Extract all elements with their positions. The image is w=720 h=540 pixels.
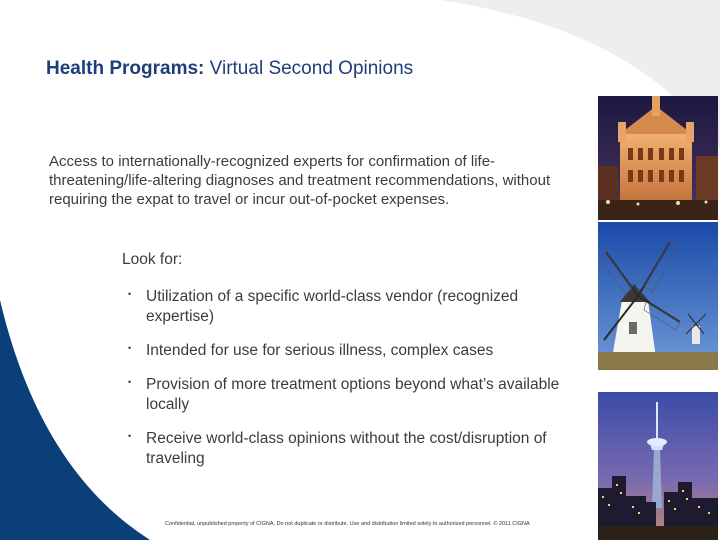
bullet-text: Receive world-class opinions without the cost/disruption of traveling: [146, 430, 547, 467]
bullet-dot-icon: •: [128, 377, 132, 387]
bullet-text: Intended for use for serious illness, complex cases: [146, 342, 494, 359]
title-bold: Health Programs:: [46, 58, 205, 79]
windmill-photo: [598, 222, 718, 370]
bullet-dot-icon: •: [128, 343, 132, 353]
bullet-dot-icon: •: [128, 431, 132, 441]
bullet-text: Utilization of a specific world-class vendor (recognized expertise): [146, 288, 519, 325]
look-for-label: Look for:: [122, 251, 183, 268]
bullet-dot-icon: •: [128, 289, 132, 299]
title-rest: Virtual Second Opinions: [204, 58, 414, 79]
city-tower-photo: [598, 392, 718, 540]
bullet-text: Provision of more treatment options beyond what’s available locally: [146, 376, 560, 413]
castle-photo: [598, 96, 718, 220]
slide-title: [46, 58, 413, 80]
intro-paragraph: Access to internationally-recognized experts for confirmation of life-threatening/life-altering diagnoses and treatment recommendations, without requiring the expat to travel or incur out-of-pocket expenses.: [49, 153, 551, 208]
confidential-footer: Confidential, unpublished property of CIGNA. Do not duplicate or distribute. Use and distribution limited solely to authorized personnel. © 2011 CIGNA: [165, 521, 530, 527]
